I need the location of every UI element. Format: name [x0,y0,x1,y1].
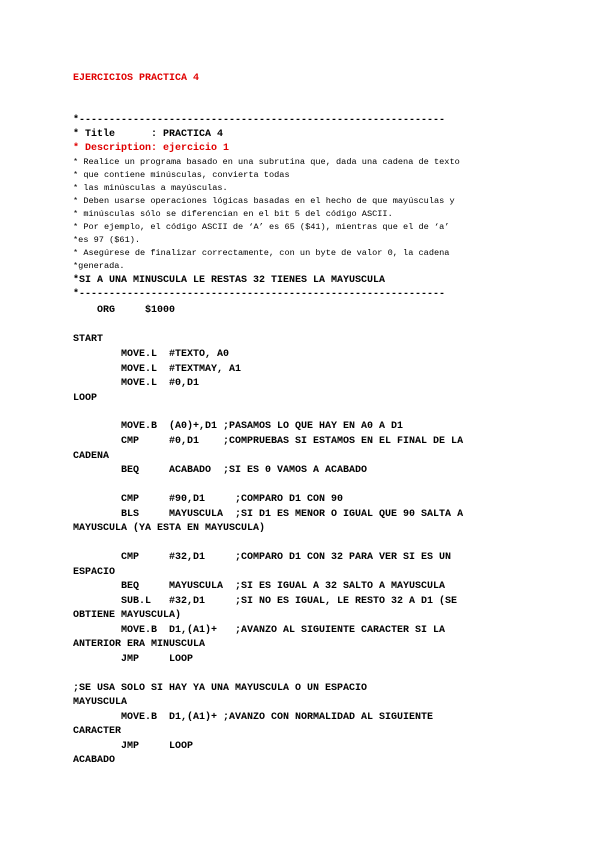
code-line: CARACTER [73,726,122,737]
description-line: * Por ejemplo, el código ASCII de ‘A’ es 65 ($41), mientras que el de ‘a’ [73,222,450,232]
description-line: * Deben usarse operaciones lógicas basadas en el hecho de que mayúsculas y [73,196,455,206]
document-heading: EJERCICIOS PRACTICA 4 [73,73,200,84]
header-title-line: * Title : PRACTICA 4 [73,129,224,140]
header-description-line: * Description: ejercicio 1 [73,143,230,154]
code-line: CMP #90,D1 ;COMPARO D1 CON 90 [73,494,344,505]
code-line: ACABADO [73,755,116,766]
code-line: MAYUSCULA (YA ESTA EN MAYUSCULA) [73,523,266,534]
code-line: BEQ MAYUSCULA ;SI ES IGUAL A 32 SALTO A MAYUSCULA [73,581,446,592]
code-line: JMP LOOP [73,741,194,752]
code-line: MOVE.L #0,D1 [73,378,200,389]
code-line: LOOP [73,393,98,404]
description-line: * las minúsculas a mayúsculas. [73,183,228,193]
description-line: * Realice un programa basado en una subrutina que, dada una cadena de texto [73,157,460,167]
description-line: *generada. [73,261,125,271]
description-line: * minúsculas sólo se diferencian en el bit 5 del código ASCII. [73,209,393,219]
code-line: SUB.L #32,D1 ;SI NO ES IGUAL, LE RESTO 32 A D1 (SE [73,596,458,607]
code-line: MAYUSCULA [73,697,128,708]
description-line: * Asegúrese de finalizar correctamente, con un byte de valor 0, la cadena [73,248,450,258]
code-line: MOVE.L #TEXTO, A0 [73,349,230,360]
code-line: START [73,334,104,345]
code-line: CMP #0,D1 ;COMPRUEBAS SI ESTAMOS EN EL FINAL DE LA [73,436,464,447]
code-line: CADENA [73,451,110,462]
code-line: MOVE.B D1,(A1)+ ;AVANZO CON NORMALIDAD AL SIGUIENTE [73,712,434,723]
header-rule-bottom: *------------------------------------------------------------- [73,289,446,300]
code-line: BLS MAYUSCULA ;SI D1 ES MENOR O IGUAL QUE 90 SALTA A [73,509,464,520]
description-line: *es 97 ($61). [73,235,141,245]
code-line: CMP #32,D1 ;COMPARO D1 CON 32 PARA VER SI ES UN [73,552,452,563]
code-line: ;SE USA SOLO SI HAY YA UNA MAYUSCULA O UN ESPACIO [73,683,368,694]
code-line: MOVE.L #TEXTMAY, A1 [73,364,242,375]
code-line: JMP LOOP [73,654,194,665]
code-line: ORG $1000 [73,305,176,316]
header-note-line: *SI A UNA MINUSCULA LE RESTAS 32 TIENES LA MAYUSCULA [73,275,386,286]
code-line: OBTIENE MAYUSCULA) [73,610,182,621]
code-line: ANTERIOR ERA MINUSCULA [73,639,206,650]
description-line: * que contiene minúsculas, convierta todas [73,170,290,180]
header-rule-top: *------------------------------------------------------------- [73,115,446,126]
code-line: ESPACIO [73,567,116,578]
code-line: MOVE.B (A0)+,D1 ;PASAMOS LO QUE HAY EN A0 A D1 [73,421,404,432]
code-line: MOVE.B D1,(A1)+ ;AVANZO AL SIGUIENTE CARACTER SI LA [73,625,446,636]
code-line: BEQ ACABADO ;SI ES 0 VAMOS A ACABADO [73,465,368,476]
